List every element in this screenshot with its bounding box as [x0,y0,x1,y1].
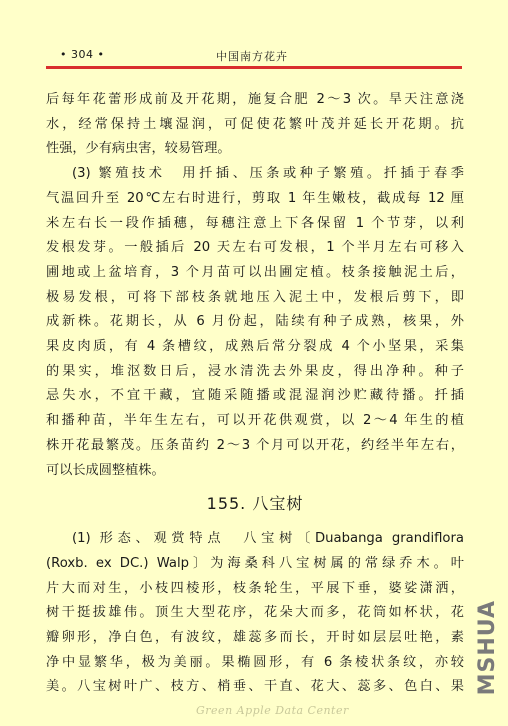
text-line: 的果实，堆沤数日后，浸水清洗去外果皮，得出净种。种子 [46,363,464,379]
text-line: 美。八宝树叶广、枝方、梢垂、干直、花大、蕊多、色白、果 [46,679,464,695]
text-line: 发根发芽。一般插后 20 天左右可发根，1 个半月左右可移入 [46,240,464,256]
text-line: 气温回升至 20℃左右时进行，剪取 1 年生嫩枝，截成每 12 厘 [46,190,464,206]
section-title: 155. 八宝树 [206,494,304,514]
text-line: 树干挺拔雄伟。顶生大型花序，花朵大而多，花筒如杯状，花 [46,605,464,621]
text-body [46,88,464,700]
bottom-watermark: Green Apple Data Center [196,704,349,717]
text-line: 和播种苗，半年生左右，可以开花供观赏，以 2～4 年生的植 [46,413,464,429]
text-line: 米左右长一段作插穗，每穗注意上下各保留 1 个节芽，以利 [46,215,464,231]
text-line: 水，经常保持土壤湿润，可促使花繁叶茂并延长开花期。抗 [46,116,464,132]
text-line: 性强，少有病虫害，较易管理。 [46,141,231,157]
text-line: (3) 繁殖技术 用扦插、压条或种子繁殖。扦插于春季 [72,166,464,182]
text-line: 瓣卵形，净白色，有波纹，雄蕊多而长，开时如层层吐艳，素 [46,630,464,646]
text-line: 株开花最繁茂。压条苗约 2～3 个月可以开花，约经半年左右， [46,437,464,453]
text-line: 成新株。花期长，从 6 月份起，陆续有种子成熟，核果，外 [46,314,464,330]
text-line: 极易发根，可将下部枝条就地压入泥土中，发根后剪下，即 [46,289,464,305]
text-line: 后每年花蕾形成前及开花期，施复合肥 2～3 次。旱天注意浇 [46,92,464,107]
header-rule [46,66,462,69]
page-header [0,48,508,68]
page-number: • 304 • [60,48,105,61]
text-line: 片大而对生，小枝四棱形，枝条轮生，平展下垂，婆娑潇洒， [46,580,464,596]
text-line: 可以长成圆整植株。 [46,462,165,478]
text-line: 净中显繁华，极为美丽。果椭圆形，有 6 条棱状条纹，亦较 [46,654,464,670]
text-line: 圃地或上盆培育，3 个月苗可以出圃定植。枝条接触泥土后， [46,264,464,280]
side-watermark: MSHUA [475,600,500,696]
text-line: (1) 形态、观赏特点 八宝树〔Duabanga grandiflora [72,531,464,547]
text-line: 忌失水，不宜干藏，宜随采随播或混湿润沙贮藏待播。扦插 [46,388,464,404]
text-line: (Roxb. ex DC.) Walp〕为海桑科八宝树属的常绿乔木。叶 [46,555,464,571]
text-line: 果皮肉质，有 4 条槽纹，成熟后常分裂成 4 个小坚果，采集 [46,339,464,355]
book-title: 中国南方花卉 [216,50,288,63]
